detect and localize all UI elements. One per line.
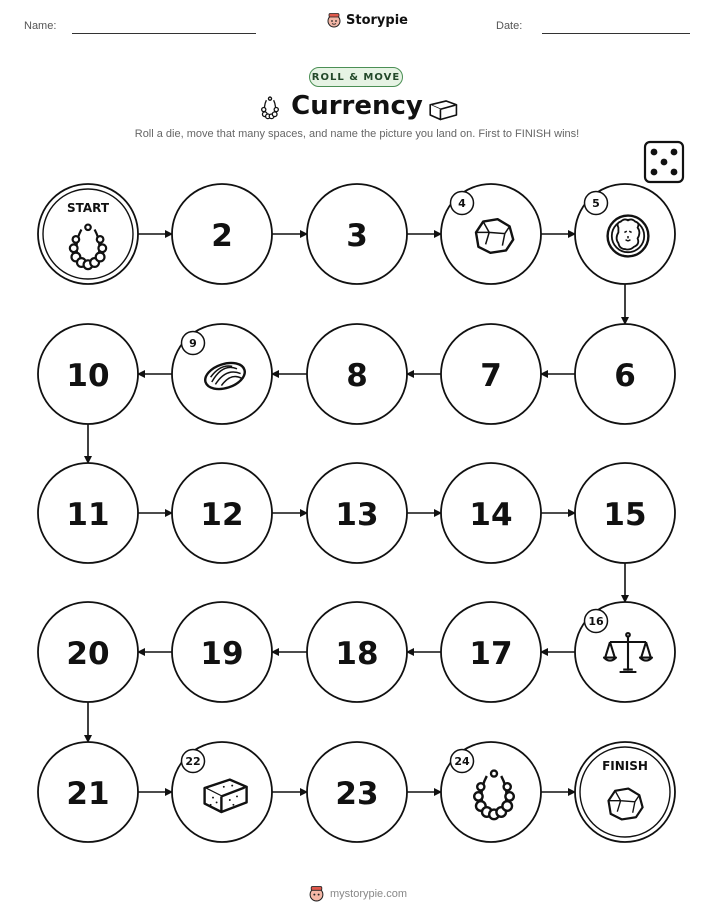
- board-space-4[interactable]: [441, 184, 541, 284]
- space-number: 16: [588, 615, 604, 628]
- board-space-3[interactable]: [307, 184, 407, 284]
- board-space-22[interactable]: [172, 742, 272, 842]
- lion-coin-icon: [608, 216, 649, 257]
- board-space-21[interactable]: [38, 742, 138, 842]
- board-space-23[interactable]: [307, 742, 407, 842]
- space-number: 22: [185, 755, 201, 768]
- board-space-12[interactable]: [172, 463, 272, 563]
- space-label: FINISH: [602, 759, 648, 773]
- finish-space[interactable]: [575, 742, 675, 842]
- space-number: 7: [480, 358, 502, 394]
- activity-badge: ROLL & MOVE: [309, 67, 403, 87]
- storypie-mascot-icon: [308, 885, 325, 902]
- board-space-5[interactable]: [575, 184, 675, 284]
- board-space-13[interactable]: [307, 463, 407, 563]
- space-number: 21: [66, 776, 110, 812]
- space-number: 17: [469, 636, 513, 672]
- footer-url: mystorypie.com: [330, 887, 408, 900]
- board-space-17[interactable]: [441, 602, 541, 702]
- board-space-9[interactable]: [172, 324, 272, 424]
- space-number: 18: [335, 636, 379, 672]
- space-number: 20: [66, 636, 110, 672]
- start-space[interactable]: [38, 184, 138, 284]
- space-number: 19: [200, 636, 244, 672]
- space-number: 13: [335, 497, 379, 533]
- space-number: 6: [614, 358, 636, 394]
- stone-icon: [476, 219, 513, 253]
- space-number: 23: [335, 776, 379, 812]
- board-space-24[interactable]: [441, 742, 541, 842]
- board-space-11[interactable]: [38, 463, 138, 563]
- space-number: 12: [200, 497, 244, 533]
- space-number: 5: [592, 197, 600, 210]
- space-number: 14: [469, 497, 513, 533]
- footer: [308, 885, 407, 902]
- board-space-15[interactable]: [575, 463, 675, 563]
- stone-icon: [609, 789, 643, 820]
- date-label: Date:: [496, 20, 523, 32]
- page-title: Currency: [291, 91, 423, 121]
- board-space-19[interactable]: [172, 602, 272, 702]
- space-number: 24: [454, 755, 470, 768]
- name-label: Name:: [24, 20, 57, 32]
- space-number: 3: [346, 218, 368, 254]
- board-space-6[interactable]: [575, 324, 675, 424]
- board-space-20[interactable]: [38, 602, 138, 702]
- board-space-10[interactable]: [38, 324, 138, 424]
- board-space-8[interactable]: [307, 324, 407, 424]
- brand-name: Storypie: [346, 12, 408, 28]
- board-space-2[interactable]: [172, 184, 272, 284]
- space-number: 10: [66, 358, 110, 394]
- board-space-18[interactable]: [307, 602, 407, 702]
- space-number: 4: [458, 197, 466, 210]
- space-number: 2: [211, 218, 233, 254]
- board-space-16[interactable]: [575, 602, 675, 702]
- board-space-14[interactable]: [441, 463, 541, 563]
- space-label: START: [66, 201, 110, 215]
- space-number: 8: [346, 358, 368, 394]
- board-space-7[interactable]: [441, 324, 541, 424]
- space-number: 11: [66, 497, 110, 533]
- instructions: Roll a die, move that many spaces, and name the picture you land on. First to FINISH wins!: [134, 128, 580, 140]
- space-number: 9: [189, 337, 197, 350]
- space-number: 15: [603, 497, 647, 533]
